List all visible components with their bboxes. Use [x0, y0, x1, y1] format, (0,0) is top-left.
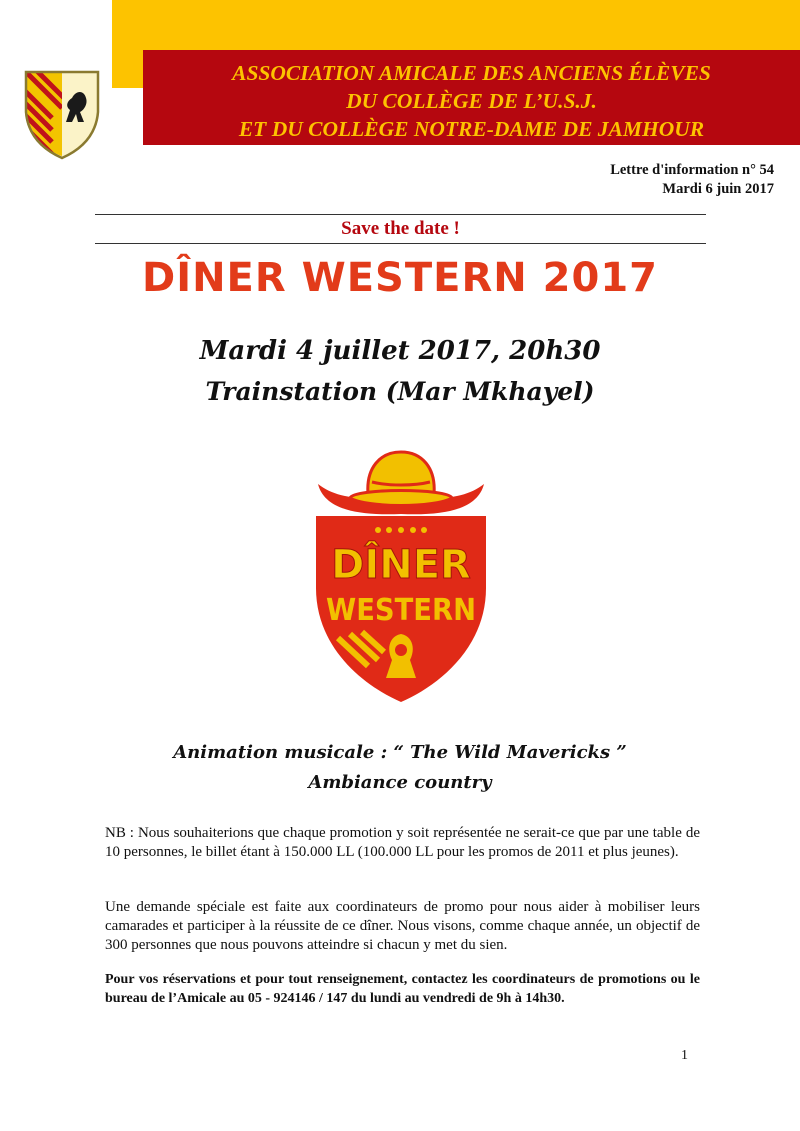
event-date-time: Mardi 4 juillet 2017, 20h30: [199, 336, 601, 366]
banner-line-1: ASSOCIATION AMICALE DES ANCIENS ÉLÈVES: [232, 61, 711, 85]
school-crest-icon: [22, 68, 102, 163]
musical-animation: Animation musicale : “ The Wild Mavericks ”: [173, 742, 627, 763]
contact-paragraph: Pour vos réservations et pour tout renseignement, contactez les coordinateurs de promotions ou le bureau de l’Amicale au 05 - 924146 / 147 du lundi au vendredi de 9h à 14h30.: [105, 972, 700, 1006]
request-paragraph: Une demande spéciale est faite aux coordinateurs de promo pour nous aider à mobiliser leurs camarades et participer à la réussite de ce dîner. Nous visons, comme chaque année, un objectif de 300 personnes que nous pouvons atteindre si chacun y met du sien.: [105, 899, 700, 953]
association-banner: [143, 50, 800, 145]
newsletter-date: Mardi 6 juin 2017: [662, 181, 774, 197]
event-title: DÎNER WESTERN 2017: [141, 255, 658, 301]
event-venue: Trainstation (Mar Mkhayel): [205, 377, 595, 406]
diner-western-logo: [298, 438, 504, 708]
banner-line-2: DU COLLÈGE DE L’U.S.J.: [346, 89, 597, 113]
nb-paragraph: NB : Nous souhaiterions que chaque promotion y soit représentée ne serait-ce que par une table de 10 personnes, le billet étant à 150.000 LL (100.000 LL pour les promos de 2011 et plus jeunes).: [105, 825, 700, 860]
newsletter-info: [610, 161, 774, 199]
logo-word-western: WESTERN: [326, 593, 476, 628]
save-the-date-heading: Save the date !: [341, 218, 460, 239]
newsletter-number: Lettre d'information n° 54: [610, 162, 774, 178]
divider-bottom: [95, 243, 706, 244]
banner-line-3: ET DU COLLÈGE NOTRE-DAME DE JAMHOUR: [238, 117, 705, 141]
page-number: 1: [681, 1048, 688, 1063]
ambiance-line: Ambiance country: [308, 772, 492, 793]
logo-word-diner: DÎNER: [331, 542, 471, 588]
divider-top: [95, 214, 706, 215]
